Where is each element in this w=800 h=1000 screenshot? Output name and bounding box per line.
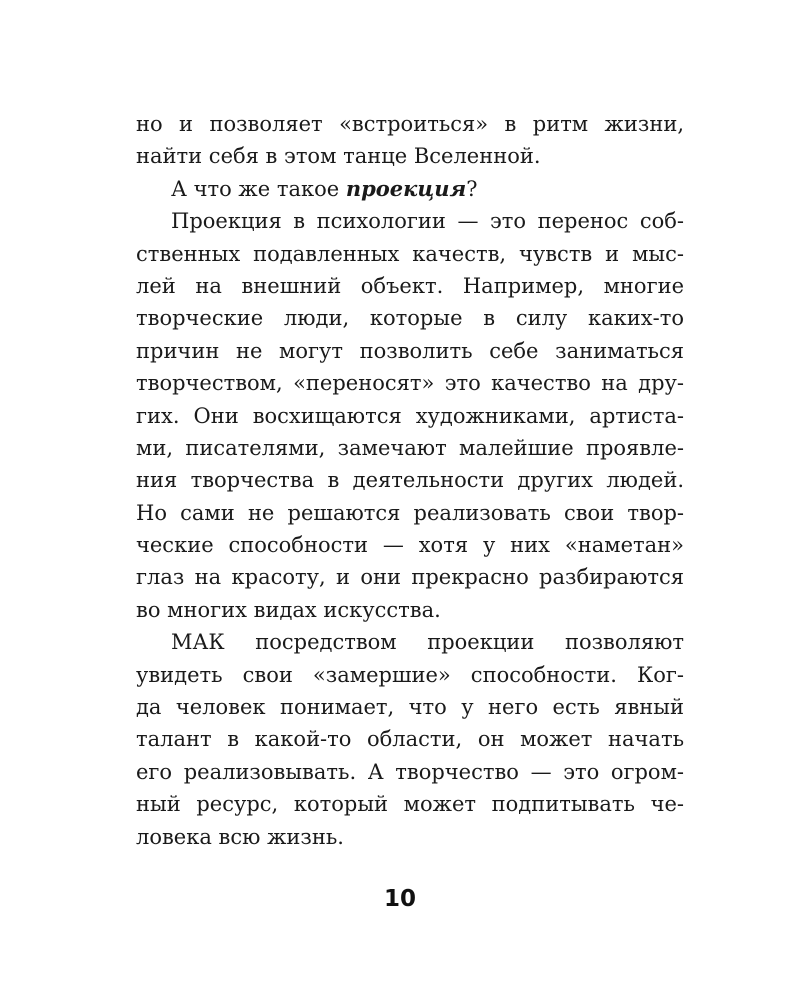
text-line: его реализовывать. А творчество — это огром-	[136, 759, 684, 784]
text-line: лей на внешний объект. Например, многие	[136, 273, 684, 298]
text-line: ственных подавленных качеств, чувств и мыс-	[136, 241, 684, 266]
text-line: ми, писателями, замечают малейшие проявле-	[136, 435, 684, 460]
text-line: творческие люди, которые в силу каких-то	[136, 306, 684, 331]
text-span: А что же такое	[171, 176, 346, 201]
text-line: МАК посредством проекции позволяют	[171, 630, 684, 655]
text-line: гих. Они восхищаются художниками, артиста-	[136, 403, 684, 428]
text-line: творчеством, «переносят» это качество на дру-	[136, 371, 684, 396]
text-line: ловека всю жизнь.	[136, 824, 344, 849]
text-line: причин не могут позволить себе заниматься	[136, 338, 684, 363]
text-line: увидеть свои «замершие» способности. Ког-	[136, 662, 684, 687]
text-line: Но сами не решаются реализовать свои твор-	[136, 500, 684, 525]
text-span: ?	[466, 176, 478, 201]
text-line	[136, 173, 684, 205]
body-text	[136, 108, 684, 853]
text-line: найти себя в этом танце Вселенной.	[136, 144, 541, 169]
text-line: талант в какой-то области, он может начать	[136, 727, 684, 752]
text-line: ческие способности — хотя у них «наметан»	[136, 533, 684, 558]
text-line: глаз на красоту, и они прекрасно разбираются	[136, 565, 684, 590]
text-line: ния творчества в деятельности других людей.	[136, 468, 684, 493]
text-line: во многих видах искусства.	[136, 597, 441, 622]
emphasized-term: проекция	[345, 175, 467, 201]
text-line: ный ресурс, который может подпитывать че-	[136, 792, 684, 817]
text-line: да человек понимает, что у него есть явный	[136, 695, 684, 720]
page-number: 10	[383, 886, 416, 912]
text-line: Проекция в психологии — это перенос соб-	[171, 209, 684, 234]
text-line: но и позволяет «встроиться» в ритм жизни,	[136, 112, 684, 136]
